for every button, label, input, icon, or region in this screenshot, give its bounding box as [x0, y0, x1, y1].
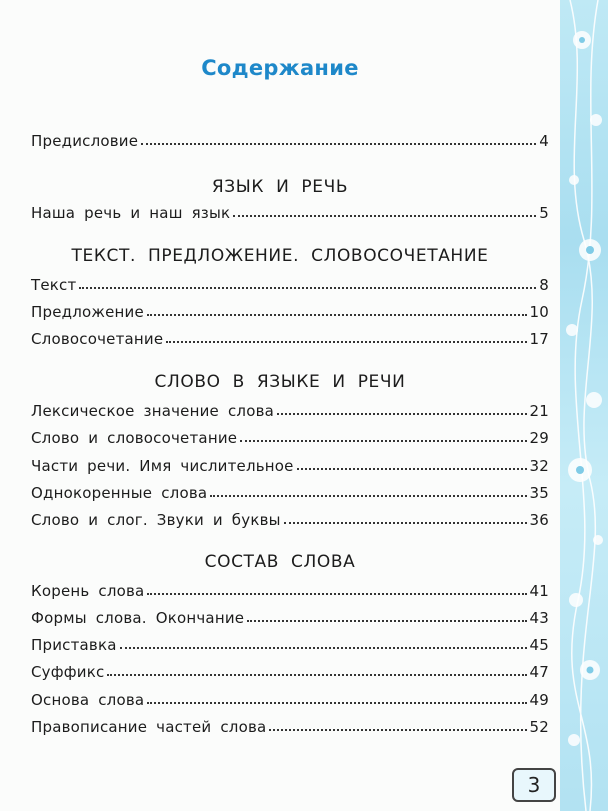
- toc-entry-page: 43: [529, 609, 549, 627]
- toc-entry-label: Приставка: [31, 636, 117, 654]
- toc-entry-page: 21: [529, 402, 549, 420]
- dot-leader: [147, 592, 526, 595]
- dot-leader: [210, 494, 526, 497]
- toc-entry-page: 36: [529, 511, 549, 529]
- toc-entry-page: 52: [529, 718, 549, 736]
- toc-entry-intro[interactable]: [31, 128, 549, 150]
- toc-entry-page: 17: [529, 330, 549, 348]
- toc-entry[interactable]: [31, 578, 549, 600]
- toc-entry-label: Предисловие: [31, 132, 139, 150]
- section-heading: ЯЗЫК И РЕЧЬ: [211, 177, 349, 197]
- flower-pattern-icon: [560, 0, 608, 811]
- toc-entry-label: Формы слова. Окончание: [31, 609, 245, 627]
- toc-entry[interactable]: [31, 326, 549, 348]
- section-heading: ТЕКСТ. ПРЕДЛОЖЕНИЕ. СЛОВОСОЧЕТАНИЕ: [71, 246, 489, 266]
- toc-entry-label: Лексическое значение слова: [31, 402, 274, 420]
- toc-entry-label: Правописание частей слова: [31, 718, 267, 736]
- dot-leader: [247, 619, 526, 622]
- toc-entry[interactable]: [31, 453, 549, 475]
- toc-entry[interactable]: [31, 714, 549, 736]
- toc-entry-page: 47: [529, 663, 549, 681]
- dot-leader: [120, 646, 527, 649]
- dot-leader: [166, 340, 526, 343]
- toc-entry-label: Корень слова: [31, 582, 145, 600]
- toc-entry[interactable]: [31, 200, 549, 222]
- toc-entry-page: 49: [529, 691, 549, 709]
- toc-entry-page: 41: [529, 582, 549, 600]
- toc-entry[interactable]: [31, 507, 549, 529]
- toc-entry-label: Словосочетание: [31, 330, 164, 348]
- toc-entry-page: 10: [529, 303, 549, 321]
- toc-entry-page: 4: [539, 132, 549, 150]
- dot-leader: [147, 313, 527, 316]
- toc-entry-label: Суффикс: [31, 663, 105, 681]
- toc-entry[interactable]: [31, 632, 549, 654]
- dot-leader: [277, 412, 527, 415]
- toc-entry[interactable]: [31, 398, 549, 420]
- toc-entry-label: Текст: [31, 276, 77, 294]
- toc-entry-label: Наша речь и наш язык: [31, 204, 231, 222]
- toc-entry-page: 29: [529, 429, 549, 447]
- section-heading: СЛОВО В ЯЗЫКЕ И РЕЧИ: [154, 372, 406, 392]
- toc-entry[interactable]: [31, 299, 549, 321]
- toc-entry-page: 32: [529, 457, 549, 475]
- dot-leader: [141, 142, 536, 145]
- toc-entry[interactable]: [31, 605, 549, 627]
- dot-leader: [240, 439, 526, 442]
- dot-leader: [147, 701, 526, 704]
- section-heading: СОСТАВ СЛОВА: [204, 552, 356, 572]
- toc-entry-label: Слово и слог. Звуки и буквы: [31, 511, 281, 529]
- page-title: Содержание: [201, 56, 359, 80]
- toc-entry[interactable]: [31, 659, 549, 681]
- toc-entry[interactable]: [31, 480, 549, 502]
- toc-entry[interactable]: [31, 272, 549, 294]
- toc-entry-page: 5: [539, 204, 549, 222]
- dot-leader: [297, 467, 527, 470]
- toc-entry[interactable]: [31, 425, 549, 447]
- dot-leader: [79, 286, 536, 289]
- toc-entry[interactable]: [31, 687, 549, 709]
- dot-leader: [284, 521, 527, 524]
- toc-entry-page: 8: [539, 276, 549, 294]
- page-number: 3: [512, 768, 556, 802]
- toc-entry-label: Предложение: [31, 303, 144, 321]
- dot-leader: [107, 673, 526, 676]
- toc-entry-label: Основа слова: [31, 691, 145, 709]
- toc-entry-label: Однокоренные слова: [31, 484, 208, 502]
- decorative-strip: [560, 0, 608, 811]
- dot-leader: [269, 728, 526, 731]
- toc-entry-label: Слово и словосочетание: [31, 429, 238, 447]
- toc-entry-page: 45: [529, 636, 549, 654]
- toc-entry-label: Части речи. Имя числительное: [31, 457, 294, 475]
- dot-leader: [233, 214, 536, 217]
- toc-entry-page: 35: [529, 484, 549, 502]
